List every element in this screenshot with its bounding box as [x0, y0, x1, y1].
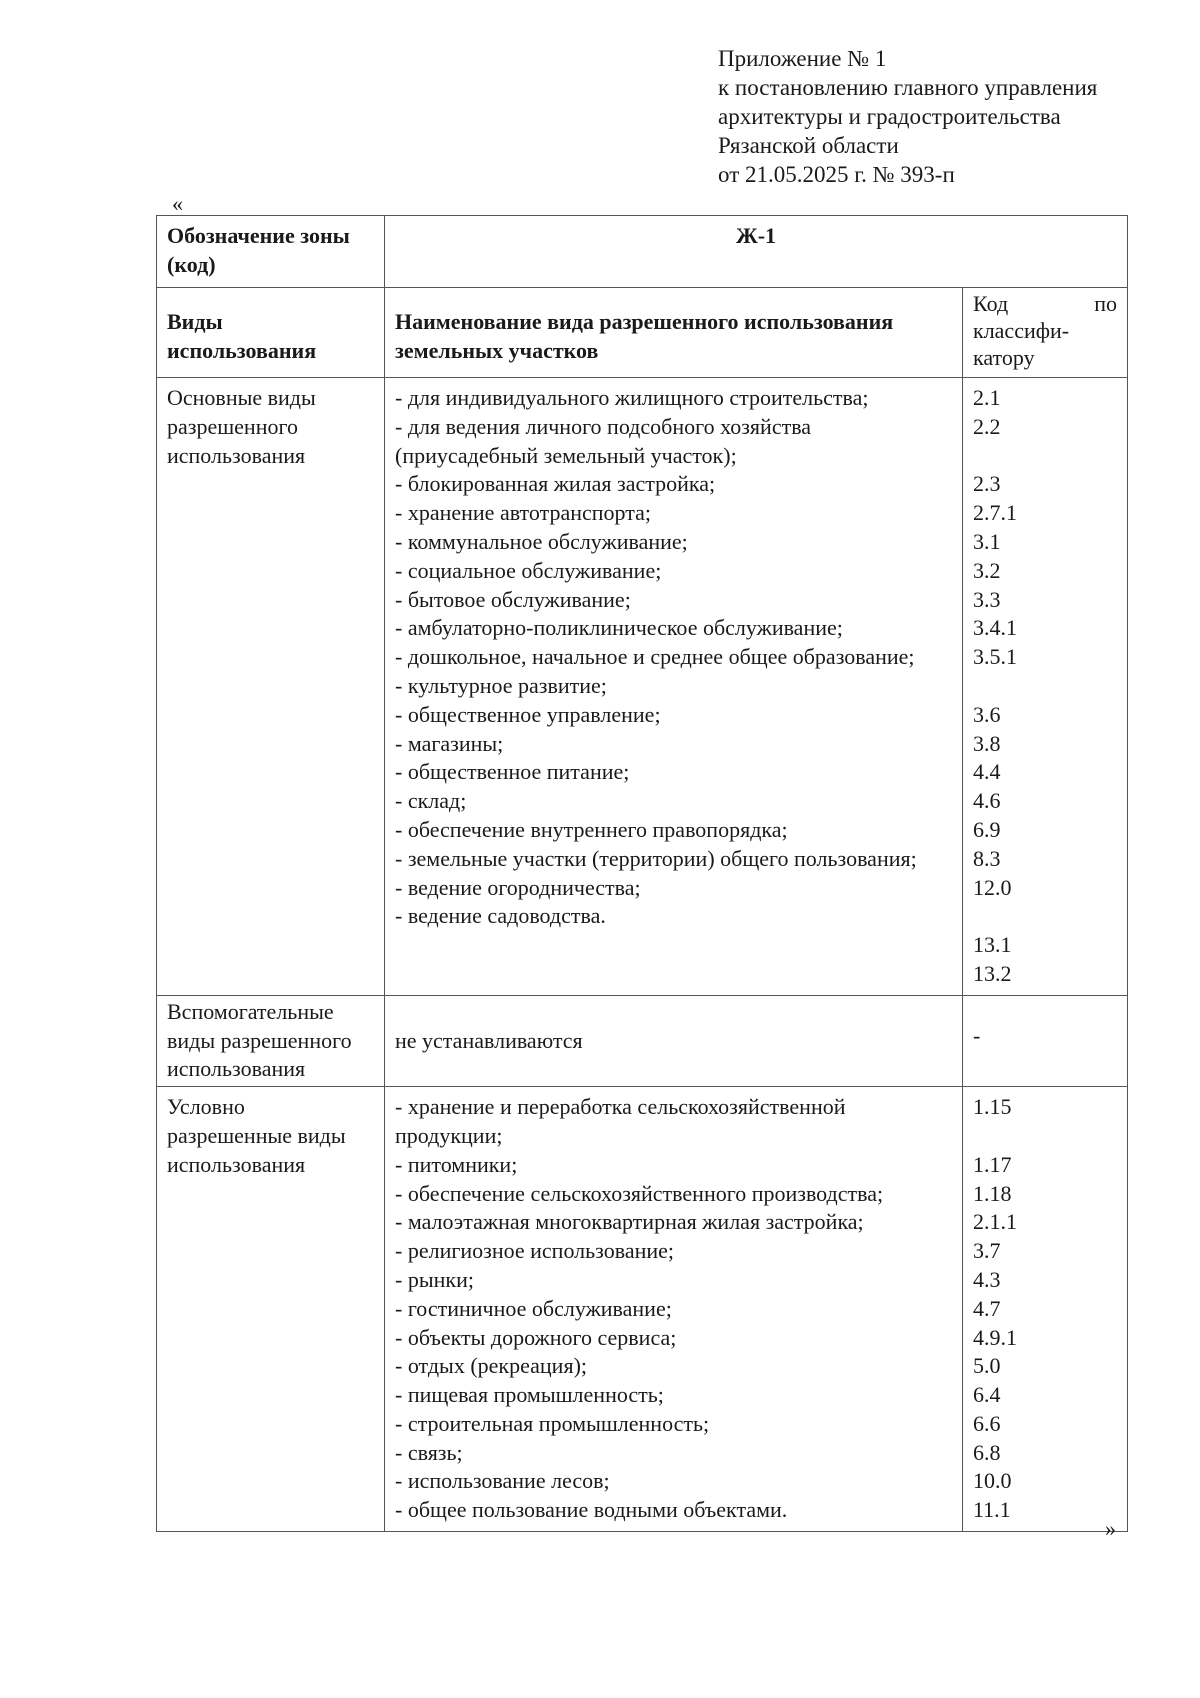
classifier-code: 8.3 [973, 845, 1001, 871]
auxiliary-uses-text: не устанавливаются [385, 995, 963, 1086]
usage-item: - гостиничное обслуживание; [395, 1295, 672, 1321]
column-header-row [157, 288, 1128, 378]
classifier-code: 4.3 [973, 1266, 1001, 1292]
classifier-code: 2.7.1 [973, 500, 1017, 526]
usage-item: - религиозное использование; [395, 1238, 675, 1264]
usage-item: - хранение автотранспорта; [395, 500, 652, 526]
classifier-code: 2.3 [973, 471, 1001, 497]
main-uses-row [157, 378, 1128, 996]
usage-item: - использование лесов; [395, 1468, 610, 1494]
usage-item: - пищевая промышленность; [395, 1382, 664, 1408]
usage-item: - блокированная жилая застройка; [395, 471, 716, 497]
usage-item: - питомники; [395, 1151, 518, 1177]
zone-code-cell: Ж-1 [385, 216, 1128, 288]
zone-row [157, 216, 1128, 288]
usage-item: - для ведения личного подсобного хозяйства (приусадебный земельный участок); [395, 413, 812, 468]
classifier-code: 3.1 [973, 528, 1001, 554]
usage-item: - общее пользование водными объектами. [395, 1497, 788, 1523]
header-line-5: от 21.05.2025 г. № 393-п [718, 162, 955, 187]
classifier-code: 13.1 [973, 932, 1012, 958]
code-header-rest: классифи- катору [973, 318, 1070, 370]
conditional-uses-list [385, 1087, 963, 1532]
classifier-code: 3.7 [973, 1238, 1001, 1264]
conditional-uses-row [157, 1087, 1128, 1532]
classifier-code: 1.17 [973, 1151, 1012, 1177]
classifier-code: 3.6 [973, 701, 1001, 727]
usage-item: - коммунальное обслуживание; [395, 528, 688, 554]
usage-item: - строительная промышленность; [395, 1410, 710, 1436]
classifier-code: 11.1 [973, 1497, 1011, 1523]
classifier-code: 3.2 [973, 557, 1001, 583]
auxiliary-uses-code: - [963, 995, 1128, 1086]
classifier-code: 4.7 [973, 1295, 1001, 1321]
main-uses-codes [963, 378, 1128, 996]
usage-item: - малоэтажная многоквартирная жилая застройка; [395, 1209, 864, 1235]
usage-item: - связь; [395, 1439, 463, 1465]
usage-item: - социальное обслуживание; [395, 557, 662, 583]
auxiliary-uses-row [157, 995, 1128, 1086]
classifier-code: 3.3 [973, 586, 1001, 612]
classifier-code: 3.4.1 [973, 615, 1017, 641]
usage-header-cell: Виды использования [157, 288, 385, 378]
classifier-code: 3.8 [973, 730, 1001, 756]
classifier-code: 6.4 [973, 1382, 1001, 1408]
auxiliary-uses-title: Вспомогательные виды разрешенного использования [157, 995, 385, 1086]
code-header-word2: по [1094, 291, 1117, 316]
zoning-table [156, 215, 1128, 1532]
classifier-code: 6.8 [973, 1439, 1001, 1465]
classifier-code: 5.0 [973, 1353, 1001, 1379]
usage-item: - отдых (рекреация); [395, 1353, 588, 1379]
usage-item: - обеспечение внутреннего правопорядка; [395, 816, 788, 842]
conditional-uses-codes [963, 1087, 1128, 1532]
header-line-4: Рязанской области [718, 133, 899, 158]
classifier-code: 4.9.1 [973, 1324, 1017, 1350]
usage-item: - амбулаторно-поликлиническое обслуживание; [395, 615, 843, 641]
appendix-header [718, 44, 1097, 189]
code-header-first-line [973, 290, 1117, 317]
opening-quote: « [172, 191, 183, 216]
classifier-code: 13.2 [973, 960, 1012, 986]
classifier-code: 10.0 [973, 1468, 1012, 1494]
classifier-code: 2.2 [973, 413, 1001, 439]
usage-item: - склад; [395, 788, 467, 814]
classifier-code: 6.9 [973, 816, 1001, 842]
classifier-code: 6.6 [973, 1410, 1001, 1436]
usage-item: - дошкольное, начальное и среднее общее образование; [395, 644, 915, 670]
main-uses-title: Основные виды разрешенного использования [157, 378, 385, 996]
usage-item: - объекты дорожного сервиса; [395, 1324, 677, 1350]
usage-item: - бытовое обслуживание; [395, 586, 631, 612]
classifier-code: 4.4 [973, 759, 1001, 785]
usage-item: - обеспечение сельскохозяйственного производства; [395, 1180, 884, 1206]
usage-item: - ведение огородничества; [395, 874, 641, 900]
closing-quote: » [1105, 1516, 1116, 1541]
classifier-code: 4.6 [973, 788, 1001, 814]
code-header-cell [963, 288, 1128, 378]
usage-item: - ведение садоводства. [395, 903, 606, 929]
zone-label-cell: Обозначение зоны (код) [157, 216, 385, 288]
main-uses-list [385, 378, 963, 996]
header-line-2: к постановлению главного управления [718, 75, 1098, 100]
classifier-code: 1.18 [973, 1180, 1012, 1206]
usage-item: - культурное развитие; [395, 672, 607, 698]
usage-item: - хранение и переработка сельскохозяйственной продукции; [395, 1094, 846, 1148]
usage-item: - магазины; [395, 730, 504, 756]
classifier-code: 3.5.1 [973, 644, 1017, 670]
usage-item: - для индивидуального жилищного строительства; [395, 385, 869, 410]
code-header-word1: Код [973, 291, 1009, 316]
usage-item: - земельные участки (территории) общего пользования; [395, 845, 917, 871]
name-header-cell: Наименование вида разрешенного использования земельных участков [385, 288, 963, 378]
classifier-code: 2.1 [973, 385, 1001, 410]
classifier-code: 2.1.1 [973, 1209, 1017, 1235]
header-line-3: архитектуры и градостроительства [718, 104, 1061, 129]
header-line-1: Приложение № 1 [718, 46, 887, 71]
usage-item: - общественное питание; [395, 759, 630, 785]
usage-item: - общественное управление; [395, 701, 661, 727]
classifier-code: 1.15 [973, 1094, 1012, 1120]
classifier-code: 12.0 [973, 874, 1012, 900]
usage-item: - рынки; [395, 1266, 474, 1292]
conditional-uses-title: Условно разрешенные виды использования [157, 1087, 385, 1532]
